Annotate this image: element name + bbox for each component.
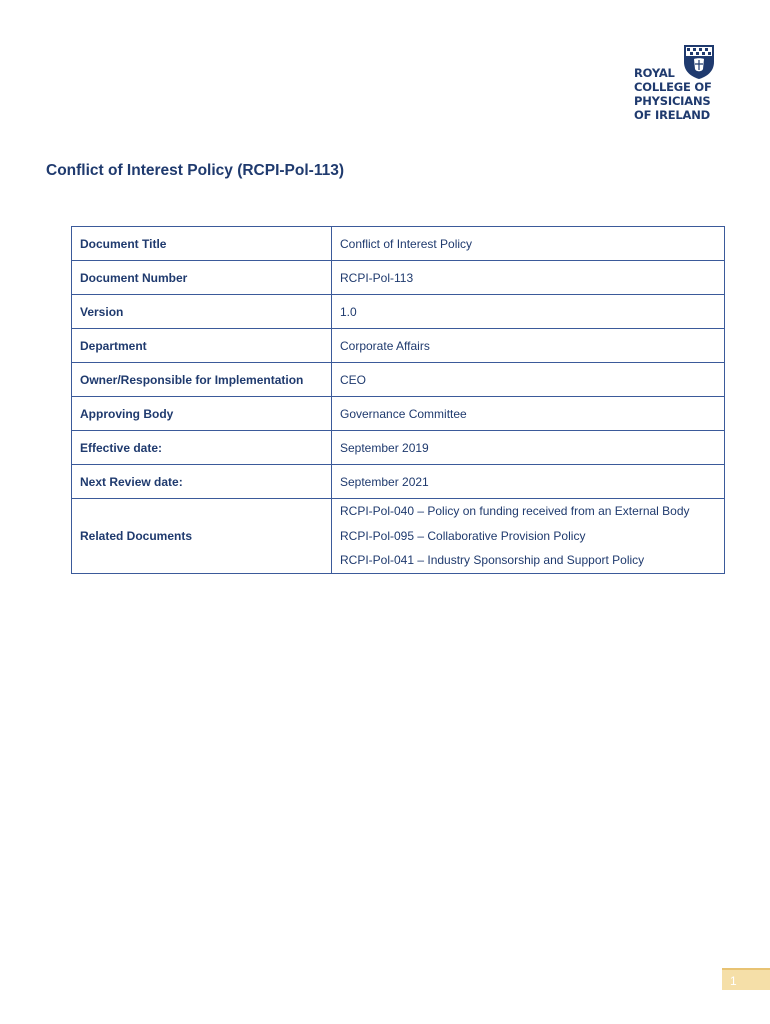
row-label: Approving Body — [72, 397, 332, 431]
table-row — [72, 431, 725, 465]
row-value: Corporate Affairs — [332, 329, 725, 363]
table-row — [72, 261, 725, 295]
related-documents-list — [332, 499, 725, 574]
row-label: Related Documents — [72, 499, 332, 574]
row-label: Owner/Responsible for Implementation — [72, 363, 332, 397]
logo-line: ROYAL — [634, 66, 675, 80]
related-document: RCPI-Pol-095 – Collaborative Provision Policy — [340, 528, 586, 543]
row-value: September 2021 — [332, 465, 725, 499]
row-value: Conflict of Interest Policy — [332, 227, 725, 261]
row-value: Governance Committee — [332, 397, 725, 431]
row-label: Department — [72, 329, 332, 363]
table-row — [72, 465, 725, 499]
row-label: Next Review date: — [72, 465, 332, 499]
table-row — [72, 295, 725, 329]
page-title: Conflict of Interest Policy (RCPI-Pol-113) — [46, 162, 344, 179]
table-row — [72, 329, 725, 363]
logo-line: COLLEGE OF — [634, 80, 712, 94]
table-row — [72, 397, 725, 431]
rcpi-logo — [634, 44, 744, 124]
page-number: 1 — [722, 968, 770, 990]
related-documents-row — [72, 499, 725, 574]
row-label: Document Title — [72, 227, 332, 261]
logo-line: PHYSICIANS — [634, 94, 711, 108]
related-document: RCPI-Pol-041 – Industry Sponsorship and Support Policy — [340, 553, 645, 567]
related-document: RCPI-Pol-040 – Policy on funding received from an External Body — [340, 504, 690, 518]
row-value: 1.0 — [332, 295, 725, 329]
row-label: Version — [72, 295, 332, 329]
table-row — [72, 227, 725, 261]
logo-line: OF IRELAND — [634, 108, 711, 122]
row-value: September 2019 — [332, 431, 725, 465]
table-row — [72, 363, 725, 397]
row-value: RCPI-Pol-113 — [332, 261, 725, 295]
logo-wordmark — [634, 66, 744, 122]
row-value: CEO — [332, 363, 725, 397]
document-info-table — [71, 226, 725, 574]
row-label: Document Number — [72, 261, 332, 295]
row-label: Effective date: — [72, 431, 332, 465]
